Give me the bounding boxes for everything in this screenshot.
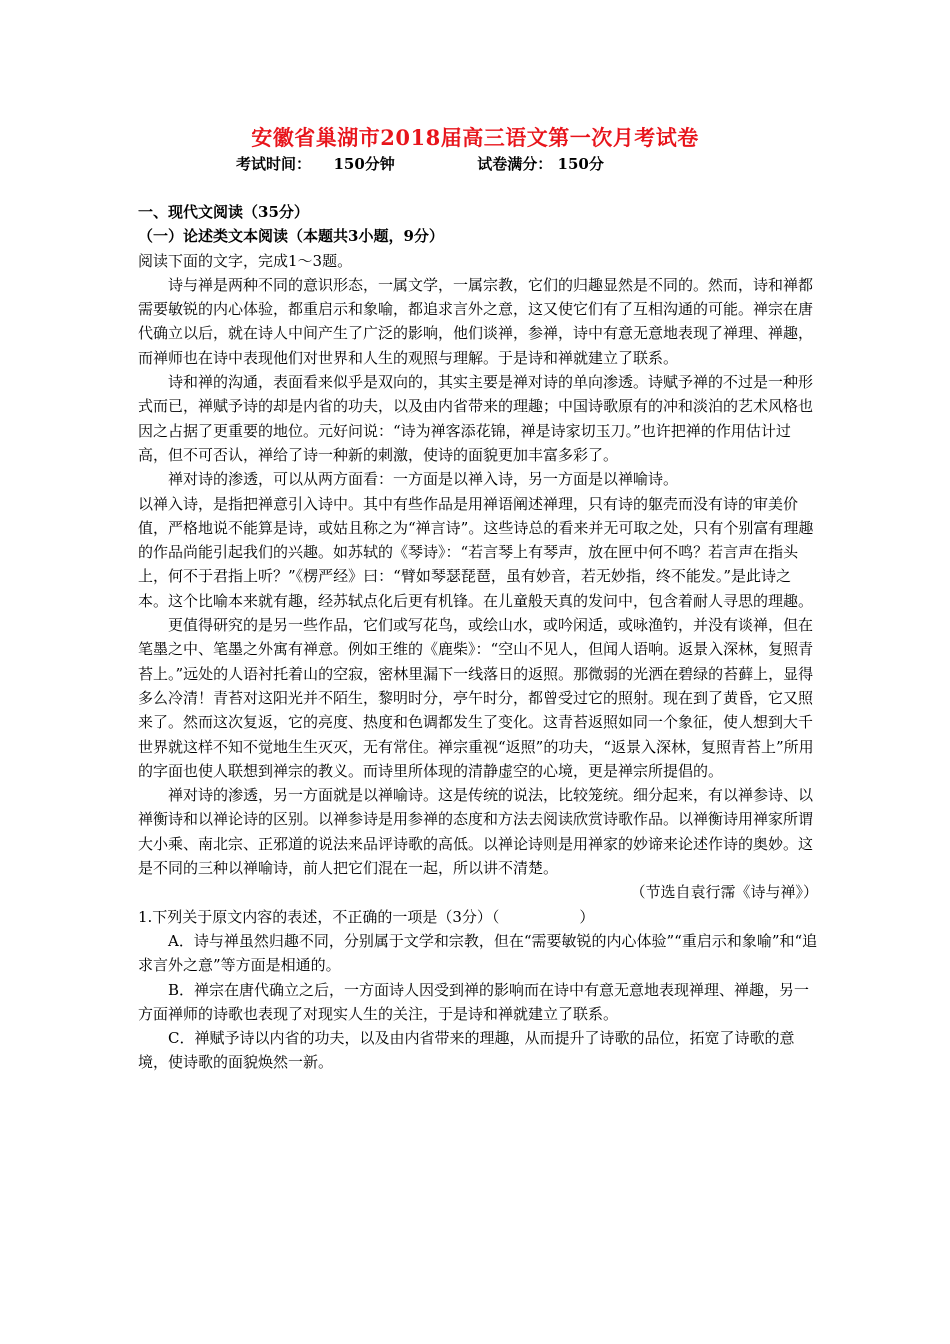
reading-instruction: 阅读下面的文字，完成1～3题。: [138, 251, 353, 270]
paragraph: 更值得研究的是另一些作品，它们或写花鸟，或绘山水，或吟闲适，或咏渔钓，并没有谈禅，但在笔墨之中、笔墨之外寓有禅意。例如王维的《鹿柴》：“空山不见人，但闻人语响。返景入深林，复照青苔上。”远处的人语衬托着山的空寂，密林里漏下一线落日的返照。那微弱的光洒在碧绿的苔藓上，显得多么冷清！青苔对这阳光并不陌生，黎明时分，亭午时分，都曾受过它的照射。现在到了黄昏，它又照来了。然而这次复返，它的亮度、热度和色调都发生了变化。这青苔返照如同一个象征，使人想到大千世界就这样不知不觉地生生灭灭，无有常住。禅宗重视“返照”的功夫，“返景入深林，复照青苔上”所用的字面也使人联想到禅宗的教义。而诗里所体现的清静虚空的心境，更是禅宗所提倡的。: [138, 616, 814, 780]
subsection-heading: （一）论述类文本阅读（本题共3小题，9分）: [138, 227, 444, 246]
paragraph: 诗和禅的沟通，表面看来似乎是双向的，其实主要是禅对诗的单向渗透。诗赋予禅的不过是一种形式而已，禅赋予诗的却是内省的功夫，以及由内省带来的理趣；中国诗歌原有的冲和淡泊的艺术风格也因之占据了更重要的地位。元好问说：“诗为禅客添花锦，禅是诗家切玉刀。”也许把禅的作用估计过高，但不可否认，禅给了诗一种新的刺激，使诗的面貌更加丰富多彩了。: [138, 373, 814, 464]
question-stem-text: 1.下列关于原文内容的表述，不正确的一项是（3分）（: [138, 907, 500, 926]
paragraph: 禅对诗的渗透，另一方面就是以禅喻诗。这是传统的说法，比较笼统。细分起来，有以禅参诗、以禅衡诗和以禅论诗的区别。以禅参诗是用参禅的态度和方法去阅读欣赏诗歌作品。以禅衡诗用禅家所谓大小乘、南北宗、正邪道的说法来品评诗歌的高低。以禅论诗则是用禅家的妙谛来论述作诗的奥妙。这是不同的三种以禅喻诗，前人把它们混在一起，所以讲不清楚。: [138, 786, 814, 878]
exam-score-label: 试卷满分：: [477, 155, 553, 173]
paragraph: 禅对诗的渗透，可以从两方面看：一方面是以禅入诗，另一方面是以禅喻诗。: [168, 470, 679, 489]
exam-time-value: 150分钟: [333, 155, 395, 173]
exam-info: [236, 153, 604, 174]
section-heading: 一、现代文阅读（35分）: [138, 203, 309, 221]
paragraph: 以禅入诗，是指把禅意引入诗中。其中有些作品是用禅语阐述禅理，只有诗的躯壳而没有诗的审美价值，严格地说不能算是诗，或姑且称之为“禅言诗”。这些诗总的看来并无可取之处，只有个别富有理趣的作品尚能引起我们的兴趣。如苏轼的《琴诗》：“若言琴上有琴声，放在匣中何不鸣？若言声在指头上，何不于君指上听？”《楞严经》曰：“臂如琴瑟琵琶，虽有妙音，若无妙指，终不能发。”是此诗之本。这个比喻本来就有趣，经苏轼点化后更有机锋。在儿童般天真的发问中，包含着耐人寻思的理趣。: [138, 494, 814, 610]
option-c: C．禅赋予诗以内省的功夫，以及由内省带来的理趣，从而提升了诗歌的品位，拓宽了诗歌的意境，使诗歌的面貌焕然一新。: [138, 1029, 795, 1072]
source-citation: （节选自袁行霈《诗与禅》）: [630, 883, 818, 902]
option-a: A．诗与禅虽然归趣不同，分别属于文学和宗教，但在“需要敏锐的内心体验”“重启示和象喻”和“追求言外之意”等方面是相通的。: [138, 931, 818, 975]
question-stem-end: ）: [579, 907, 595, 926]
page-title: 安徽省巢湖市2018届高三语文第一次月考试卷: [251, 125, 699, 150]
question-stem: [138, 905, 818, 929]
option-b: B．禅宗在唐代确立之后，一方面诗人因受到禅的影响而在诗中有意无意地表现禅理、禅趣，另一方面禅师的诗歌也表现了对现实人生的关注，于是诗和禅就建立了联系。: [138, 980, 810, 1023]
exam-time-label: 考试时间：: [236, 155, 312, 173]
main-content: [138, 200, 818, 1075]
exam-score-value: 150分: [557, 155, 604, 173]
paragraph: 诗与禅是两种不同的意识形态，一属文学，一属宗教，它们的归趣显然是不同的。然而，诗和禅都需要敏锐的内心体验，都重启示和象喻，都追求言外之意，这又使它们有了互相沟通的可能。禅宗在唐代确立以后，就在诗人中间产生了广泛的影响，他们谈禅，参禅，诗中有意无意地表现了禅理、禅趣，而禅师也在诗中表现他们对世界和人生的观照与理解。于是诗和禅就建立了联系。: [138, 275, 814, 367]
